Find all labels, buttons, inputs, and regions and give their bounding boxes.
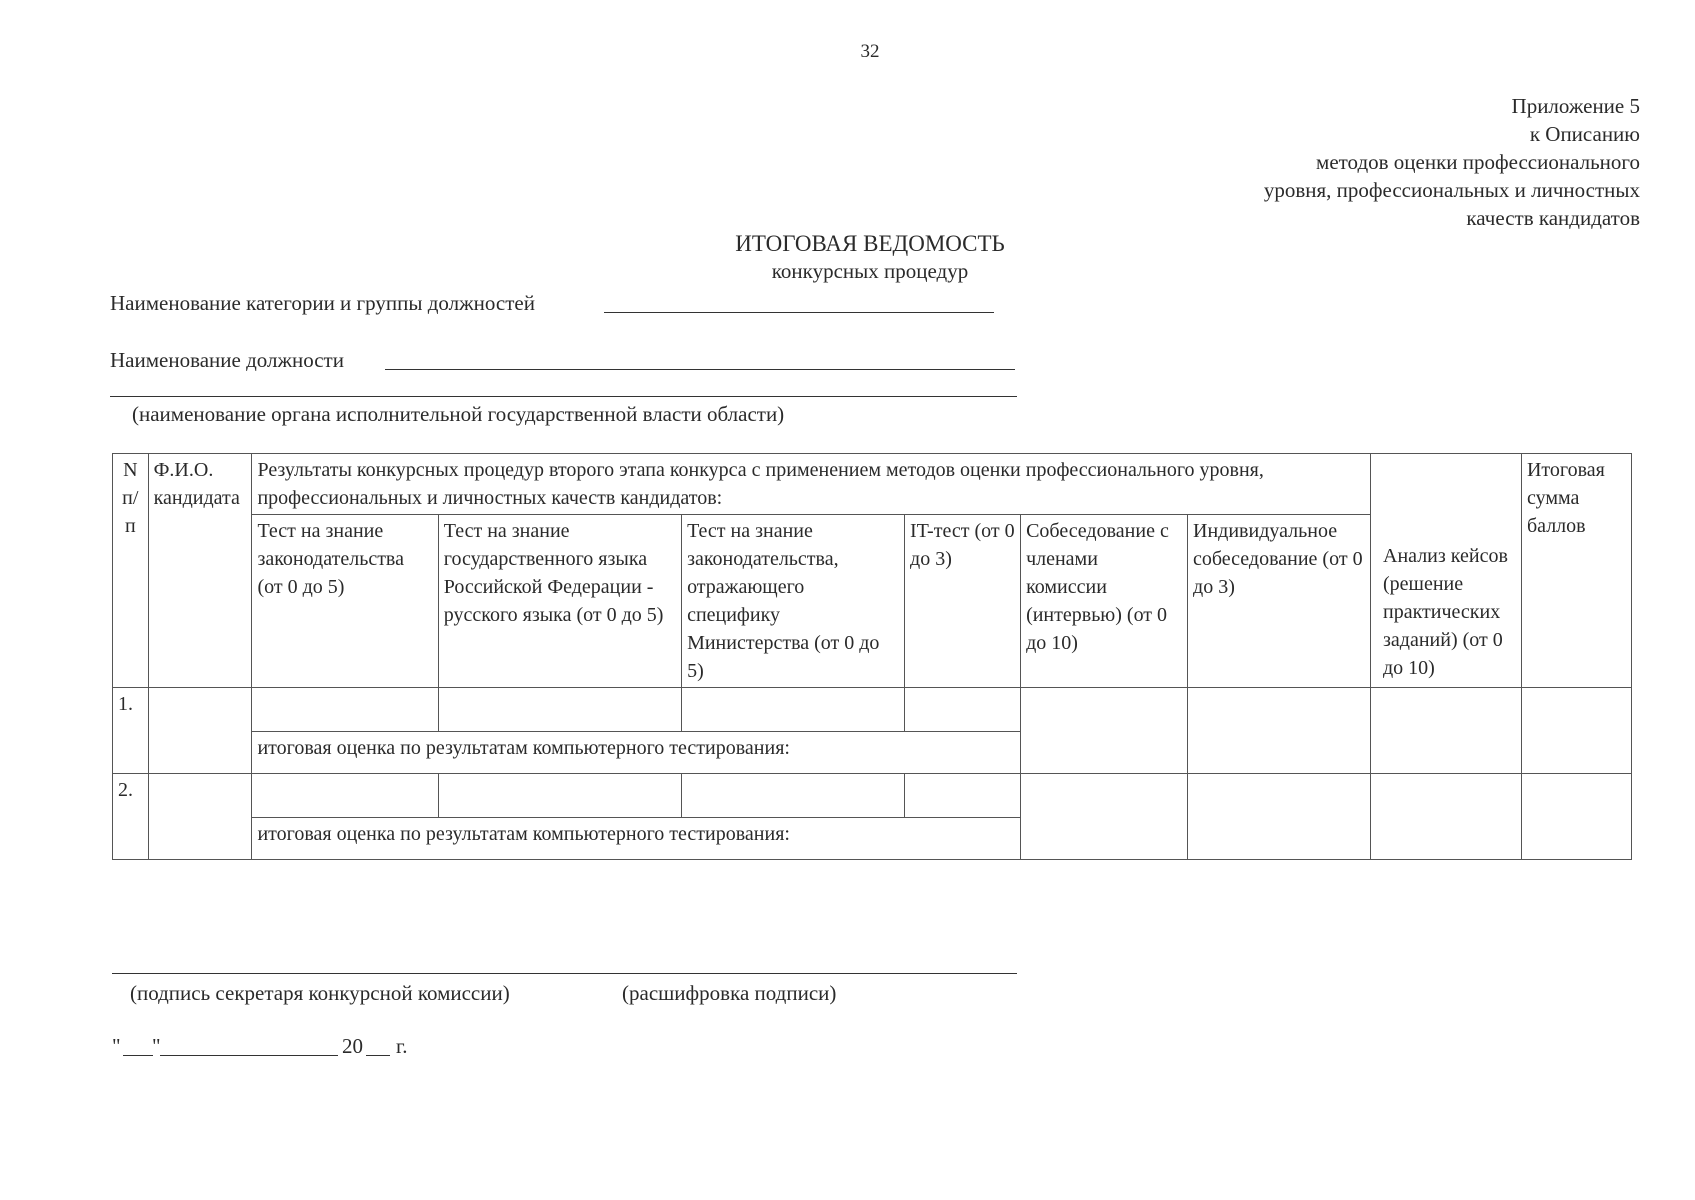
row-cell <box>905 774 1021 818</box>
row-num: 2. <box>113 774 149 860</box>
date-month-line <box>160 1055 338 1056</box>
subheader-ministry-test: Тест на знание законодательства, отражающего специфику Министерства (от 0 до 5) <box>682 515 905 688</box>
subheader-case-analysis: Анализ кейсов (решение практических заданий) (от 0 до 10) <box>1383 545 1508 679</box>
signature-caption-secretary: (подпись секретаря конкурсной комиссии) <box>130 981 510 1005</box>
table-row <box>113 774 1632 818</box>
page-number: 32 <box>860 41 880 62</box>
document-title: ИТОГОВАЯ ВЕДОМОСТЬ <box>735 231 1005 256</box>
table-row <box>113 688 1632 732</box>
header-name: Ф.И.О. кандидата <box>148 454 252 688</box>
row-cell <box>1371 688 1522 774</box>
row-cell <box>1521 688 1631 774</box>
document-subtitle: конкурсных процедур <box>771 259 969 283</box>
subheader-interview: Собеседование с членами комиссии (интервью) (от 0 до 10) <box>1021 515 1188 688</box>
row-cell <box>1188 688 1371 774</box>
appendix-line: Приложение 5 <box>1511 94 1640 118</box>
header-total: Итоговая сумма баллов <box>1521 454 1631 688</box>
row-total-label: итоговая оценка по результатам компьютерного тестирования: <box>252 818 1021 860</box>
field-authority-caption: (наименование органа исполнительной государственной власти области) <box>132 402 785 426</box>
row-cell <box>1521 774 1631 860</box>
appendix-line: качеств кандидатов <box>1466 206 1640 230</box>
row-name-cell <box>148 774 252 860</box>
row-cell <box>682 774 905 818</box>
field-position-line <box>385 369 1015 370</box>
appendix-line: к Описанию <box>1529 122 1640 146</box>
field-position-label: Наименование должности <box>110 348 344 372</box>
subheader-language-test: Тест на знание государственного языка Российской Федерации - русского языка (от 0 до 5) <box>438 515 681 688</box>
row-cell <box>252 774 438 818</box>
date-year: 20 <box>342 1034 363 1058</box>
table-header-row <box>113 454 1632 515</box>
field-category-label: Наименование категории и группы должностей <box>110 291 535 315</box>
row-name-cell <box>148 688 252 774</box>
row-cell <box>1021 774 1188 860</box>
row-cell <box>1021 688 1188 774</box>
row-cell <box>438 774 681 818</box>
row-cell <box>1188 774 1371 860</box>
header-results: Результаты конкурсных процедур второго этапа конкурса с применением методов оценки профессионального уровня, профессиональных и личностных качеств кандидатов: <box>252 454 1371 515</box>
date-year-line <box>366 1055 390 1056</box>
row-cell <box>438 688 681 732</box>
appendix-block <box>1120 92 1640 232</box>
appendix-line: уровня, профессиональных и личностных <box>1263 178 1640 202</box>
field-authority-line <box>110 396 1017 397</box>
subheader-it-test: IT-тест (от 0 до 3) <box>905 515 1021 688</box>
row-cell <box>1371 774 1522 860</box>
subheader-law-test: Тест на знание законодательства (от 0 до 5) <box>252 515 438 688</box>
subheader-individual-interview: Индивидуальное собеседование (от 0 до 3) <box>1188 515 1371 688</box>
row-total-label: итоговая оценка по результатам компьютерного тестирования: <box>252 732 1021 774</box>
field-category-line <box>604 312 994 313</box>
signature-caption-decoding: (расшифровка подписи) <box>622 981 837 1005</box>
row-num: 1. <box>113 688 149 774</box>
signature-line <box>112 973 1017 974</box>
date-quote-open: " <box>112 1034 121 1058</box>
date-quote-close: " <box>152 1034 161 1058</box>
date-day-line <box>123 1055 153 1056</box>
row-cell <box>905 688 1021 732</box>
row-cell <box>252 688 438 732</box>
row-cell <box>682 688 905 732</box>
date-suffix: г. <box>396 1034 408 1058</box>
appendix-line: методов оценки профессионального <box>1316 150 1640 174</box>
header-num: N п/п <box>113 454 149 688</box>
